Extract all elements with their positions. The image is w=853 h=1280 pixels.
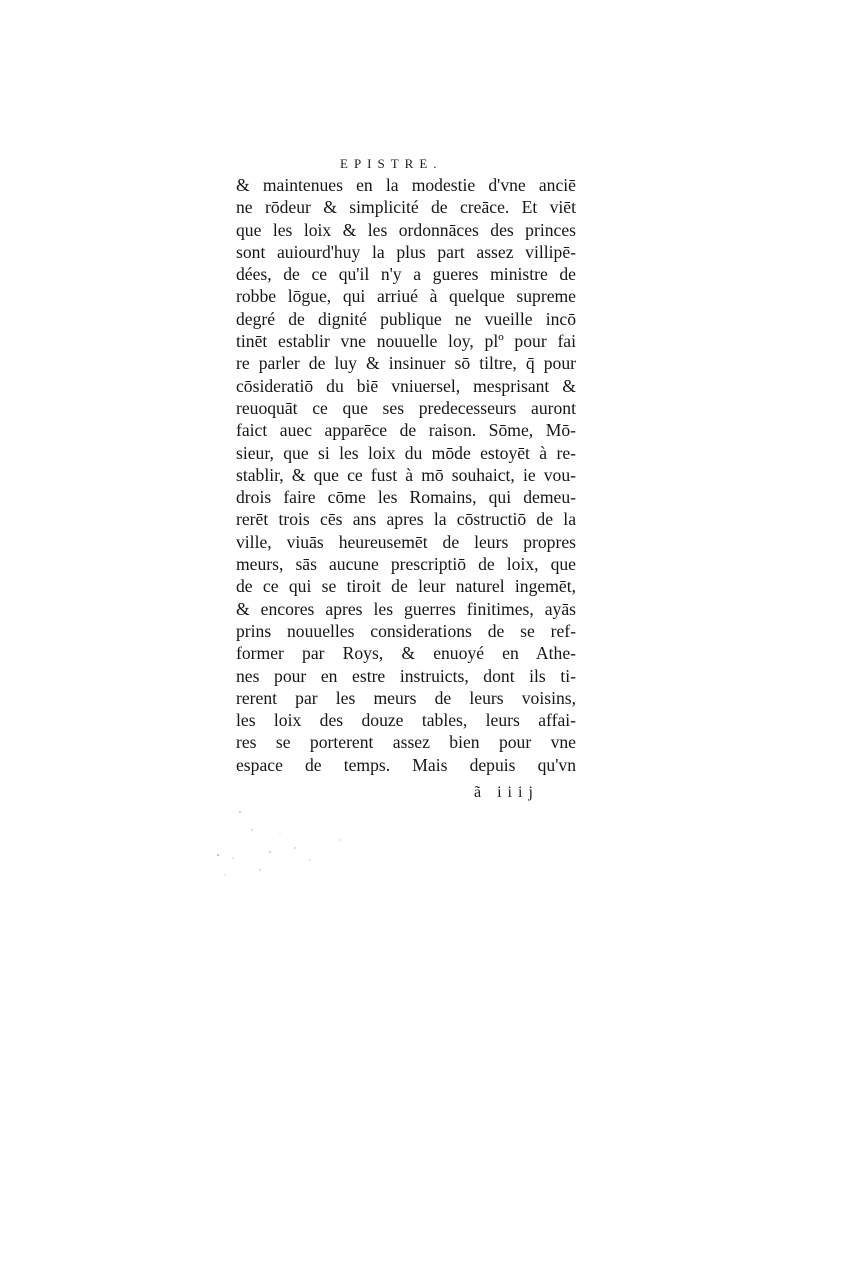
text-line: meurs, sās aucune prescriptiō de loix, que bbox=[236, 554, 576, 575]
text-line: prins nouuelles considerations de se ref- bbox=[236, 620, 576, 641]
text-line: res se porterent assez bien pour vne bbox=[236, 732, 576, 753]
text-line: rerēt trois cēs ans apres la cōstructiō de la bbox=[236, 509, 576, 530]
text-line: robbe lōgue, qui arriué à quelque supreme bbox=[236, 286, 576, 307]
text-line: sont auiourd'huy la plus part assez villipē- bbox=[236, 241, 576, 262]
text-line: re parler de luy & insinuer sō tiltre, q̄ pour bbox=[236, 353, 576, 374]
text-line: stablir, & que ce fust à mō souhaict, ie vou- bbox=[236, 464, 576, 485]
text-line: nes pour en estre instruicts, dont ils ti- bbox=[236, 665, 576, 686]
signature-mark: ã iiij bbox=[474, 784, 539, 801]
text-line: sieur, que si les loix du mōde estoyēt à re- bbox=[236, 442, 576, 463]
text-line: rerent par les meurs de leurs voisins, bbox=[236, 687, 576, 708]
text-line: cōsideratiō du biē vniuersel, mesprisant & bbox=[236, 375, 576, 396]
text-line: ne rōdeur & simplicité de creāce. Et viēt bbox=[236, 197, 576, 218]
text-line: reuoquāt ce que ses predecesseurs auront bbox=[236, 397, 576, 418]
scan-specks bbox=[200, 800, 520, 890]
text-line: & encores apres les guerres finitimes, ayās bbox=[236, 598, 576, 619]
text-line: tinēt establir vne nouuelle loy, plº pour fai bbox=[236, 331, 576, 352]
body-text bbox=[236, 174, 576, 776]
running-head: EPISTRE. bbox=[340, 156, 443, 171]
text-line: & maintenues en la modestie d'vne anciē bbox=[236, 175, 576, 195]
text-line: espace de temps. Mais depuis qu'vn bbox=[236, 754, 576, 775]
text-line: degré de dignité publique ne vueille incō bbox=[236, 308, 576, 329]
text-line: ville, viuās heureusemēt de leurs propres bbox=[236, 531, 576, 552]
text-line: former par Roys, & enuoyé en Athe- bbox=[236, 643, 576, 664]
text-line: faict auec apparēce de raison. Sōme, Mō- bbox=[236, 420, 576, 441]
text-line: les loix des douze tables, leurs affai- bbox=[236, 710, 576, 731]
text-line: drois faire cōme les Romains, qui demeu- bbox=[236, 487, 576, 508]
text-line: que les loix & les ordonnāces des princes bbox=[236, 219, 576, 240]
text-line: dées, de ce qu'il n'y a gueres ministre de bbox=[236, 264, 576, 285]
text-line: de ce qui se tiroit de leur naturel ingemēt, bbox=[236, 576, 576, 597]
